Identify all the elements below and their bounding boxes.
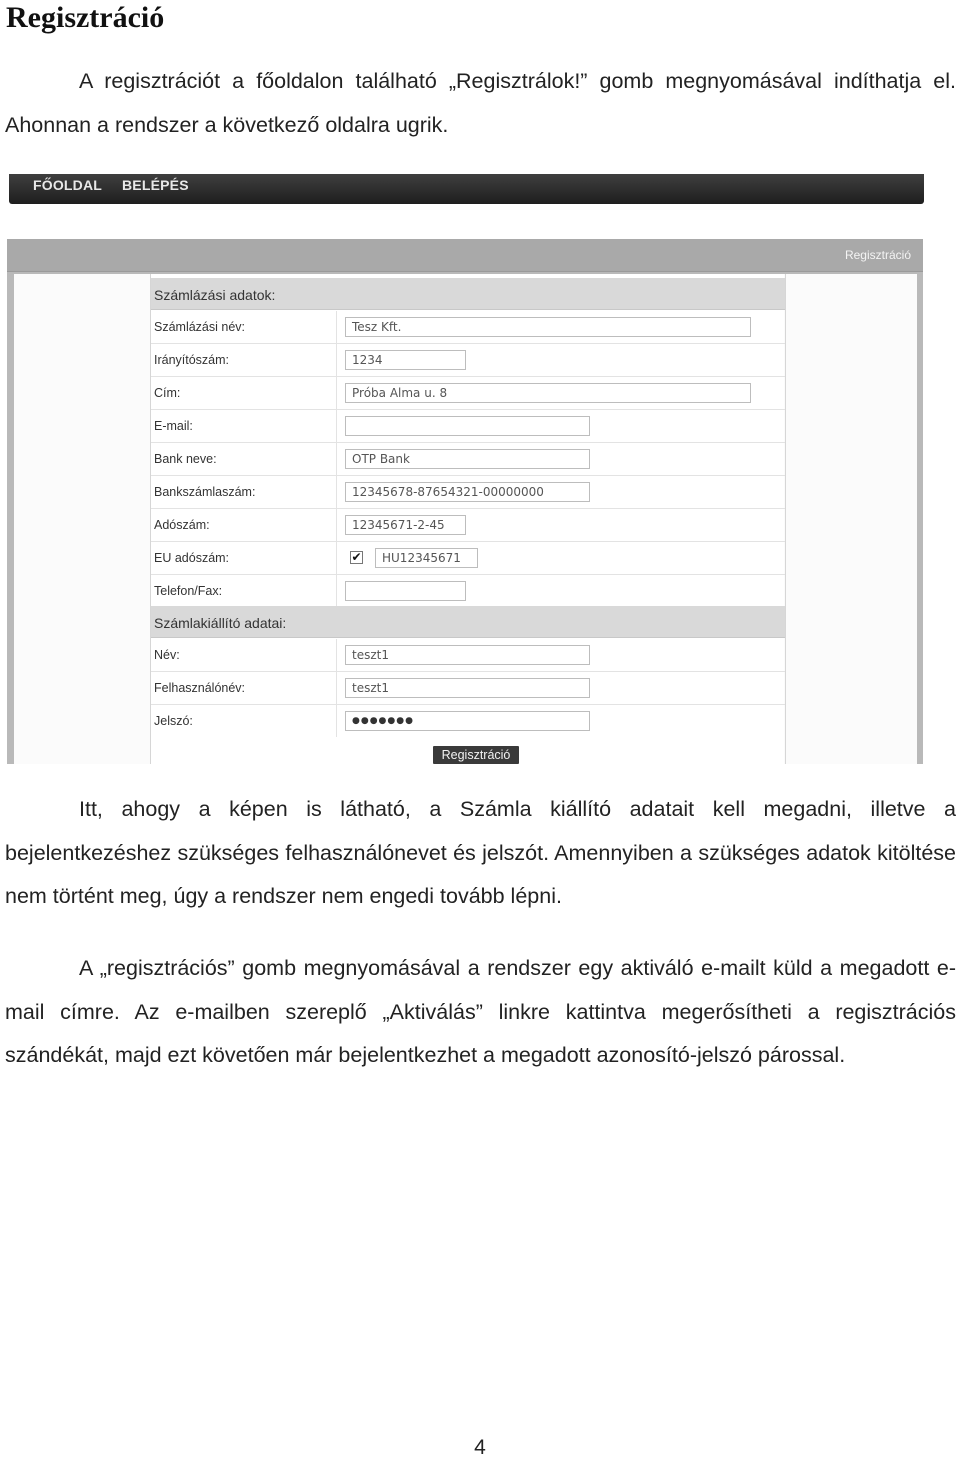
username-label: Felhasználónév:: [154, 672, 337, 704]
intro-paragraph: A regisztrációt a főoldalon található „Regisztrálok!” gomb megnyomásával indíthatja el. Ahonnan a rendszer a következő oldalra ugrik.: [5, 69, 956, 137]
form-row-eu-tax-number: [151, 542, 785, 575]
name-label: Név:: [154, 639, 337, 671]
email-input[interactable]: [345, 416, 590, 436]
tax-number-label: Adószám:: [154, 509, 337, 541]
register-submit-button[interactable]: Regisztráció: [433, 746, 519, 764]
tax-number-input[interactable]: 12345671-2-45: [345, 515, 466, 535]
form-row-phone-fax: [151, 575, 785, 607]
bank-name-input[interactable]: OTP Bank: [345, 449, 590, 469]
form-row-email: [151, 410, 785, 443]
form-row-name: [151, 639, 785, 672]
phone-fax-label: Telefon/Fax:: [154, 575, 337, 607]
form-row-postal-code: [151, 344, 785, 377]
form-row-username: [151, 672, 785, 705]
bank-name-label: Bank neve:: [154, 443, 337, 475]
explanation-paragraph: Itt, ahogy a képen is látható, a Számla kiállító adatait kell megadni, illetve a bejelentkezéshez szükséges felhasználónevet és jelszót. Amennyiben a szükséges adatok kitöltése nem történt meg, úgy a rendszer nem engedi tovább lépni.: [5, 797, 956, 908]
username-input[interactable]: teszt1: [345, 678, 590, 698]
frame-header: [7, 239, 923, 272]
address-label: Cím:: [154, 377, 337, 409]
password-label: Jelszó:: [154, 705, 337, 737]
password-input[interactable]: ●●●●●●●: [345, 711, 590, 731]
form-row-bank-account: [151, 476, 785, 509]
issuer-section-header: Számlakiállító adatai:: [151, 606, 785, 638]
form-row-tax-number: [151, 509, 785, 542]
page-title: Regisztráció: [6, 1, 165, 34]
form-row-address: [151, 377, 785, 410]
name-input[interactable]: teszt1: [345, 645, 590, 665]
billing-name-input[interactable]: Tesz Kft.: [345, 317, 751, 337]
eu-tax-number-input[interactable]: HU12345671: [375, 548, 478, 568]
phone-fax-input[interactable]: [345, 581, 466, 601]
activation-paragraph: A „regisztrációs” gomb megnyomásával a rendszer egy aktiváló e-mailt küld a megadott e-mail címre. Az e-mailben szereplő „Aktiválás” linkre kattintva megerősítheti a regisztrációs szándékát, majd ezt követően már bejelentkezhet a megadott azonosító-jelszó párossal.: [5, 956, 956, 1067]
form-row-password: [151, 705, 785, 737]
eu-tax-checkbox[interactable]: ✔: [351, 550, 362, 564]
form-row-bank-name: [151, 443, 785, 476]
email-label: E-mail:: [154, 410, 337, 442]
nav-home-link[interactable]: FŐOLDAL: [33, 177, 103, 193]
postal-code-label: Irányítószám:: [154, 344, 337, 376]
registration-form: [150, 274, 786, 764]
nav-login-link[interactable]: BELÉPÉS: [122, 177, 189, 193]
bank-account-input[interactable]: 12345678-87654321-00000000: [345, 482, 590, 502]
breadcrumb: Regisztráció: [844, 248, 911, 262]
billing-name-label: Számlázási név:: [154, 311, 337, 343]
top-navbar: [9, 174, 924, 204]
frame-body: [14, 274, 917, 764]
billing-section-header: Számlázási adatok:: [151, 278, 785, 310]
registration-screenshot: [7, 174, 956, 764]
right-margin: [784, 274, 917, 764]
postal-code-input[interactable]: 1234: [345, 350, 466, 370]
page-number: 4: [474, 1436, 486, 1459]
eu-tax-number-label: EU adószám:: [154, 542, 337, 574]
content-frame: [7, 239, 923, 764]
bank-account-label: Bankszámlaszám:: [154, 476, 337, 508]
address-input[interactable]: Próba Alma u. 8: [345, 383, 751, 403]
left-margin: [14, 274, 150, 764]
form-row-billing-name: [151, 311, 785, 344]
